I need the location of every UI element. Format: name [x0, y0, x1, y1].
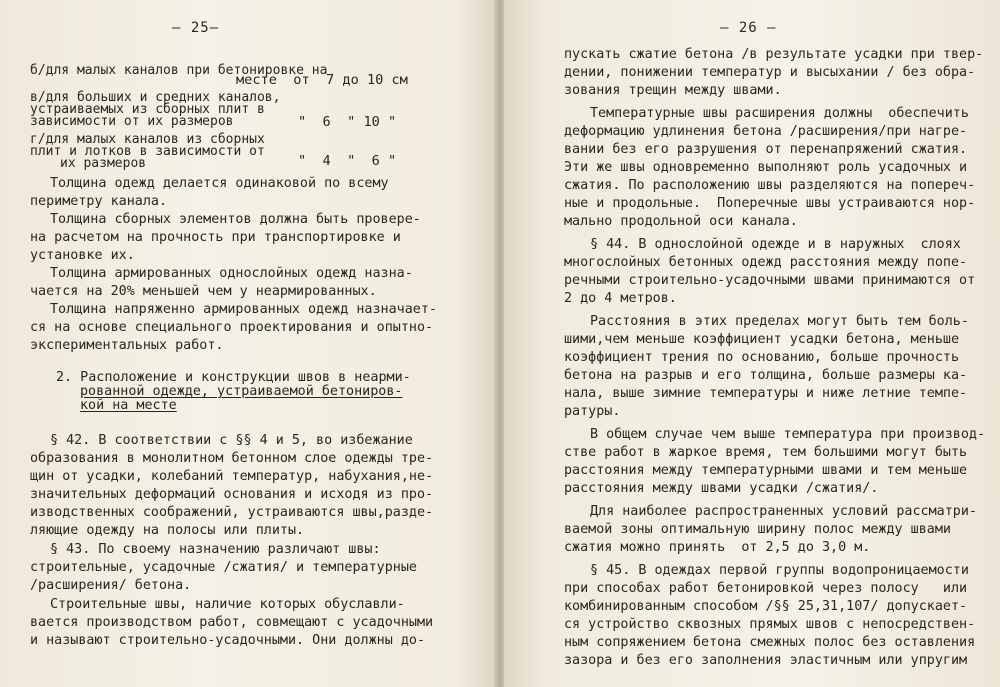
text-line: " 6 " 10 " [298, 114, 397, 130]
text-line: расстояния между швами усадки /сжатия/. [564, 481, 879, 496]
text-line: их размеров [60, 156, 147, 171]
text-line: ным сопряжением бетона смежных полос без оставления [564, 635, 976, 650]
text-line: § 44. В однослойной одежде и в наружных слоях [590, 237, 961, 252]
text-line: б/для малых каналов при бетонировке на [30, 63, 328, 78]
text-line: 2 до 4 метров. [564, 291, 677, 306]
text-line: шими,чем меньше коэффициент усадки бетона, меньше [564, 332, 960, 347]
text-line: пускать сжатие бетона /в результате усадки при твер- [564, 47, 984, 62]
section-heading: рованной одежде, устраиваемой бетониров- [80, 384, 403, 399]
text-line: деформацию удлинения бетона /расширения/при нагре- [564, 124, 968, 139]
text-line: " 4 " 6 " [298, 153, 397, 169]
text-line: Температурные швы расширения должны обеспечить [590, 106, 969, 121]
text-line: Толщина одежд делается одинаковой по всему [50, 176, 389, 191]
text-line: Строительные швы, наличие которых обуславли- [50, 597, 405, 612]
text-line: зависимости от их размеров [30, 114, 234, 129]
text-line: Толщина напряженно армированных одежд назначает- [50, 302, 437, 317]
text-line: сжатия. По расположению швы разделяются на попереч- [564, 178, 976, 193]
text-line: В общем случае чем выше температура при производ- [590, 427, 986, 442]
text-line: § 45. В одеждах первой группы водопроницаемости [590, 563, 969, 578]
section-heading: 2. Расположение и конструкции швов в неарми- [56, 370, 411, 385]
text-line: речными строительно-усадочными швами принимаются от [564, 273, 976, 288]
text-line: установке их. [30, 248, 135, 263]
text-line: в/для больших и средних каналов, [30, 90, 281, 105]
text-line: сжатия можно принять от 2,5 до 3,0 м. [564, 540, 871, 555]
text-line: Расстояния в этих пределах могут быть тем боль- [590, 314, 969, 329]
text-line: чается на 20% меньшей чем у неармированных. [30, 284, 377, 299]
text-line: Для наиболее распространенных условий рассматри- [590, 504, 977, 519]
text-line: щин от усадки, колебаний температур, набухания,не- [30, 469, 434, 484]
text-line: значительных деформаций основания и исходя из про- [30, 487, 434, 502]
text-line: ваемой зоны оптимальную ширину полос между швами [564, 522, 951, 537]
text-line: вается производством работ, совмещают с усадочными [30, 615, 434, 630]
text-line: комбинированным способом /§§ 25,31,107/ допускает- [564, 599, 968, 614]
text-line: зования трещин между швами. [564, 83, 782, 98]
text-line: ся устройство сквозных прямых швов с непосредствен- [564, 617, 976, 632]
text-line: и называют строительно-усадочными. Они должны до- [30, 633, 426, 648]
text-line: изводственных соображений, устраиваются швы,разде- [30, 505, 434, 520]
left-page [0, 0, 496, 687]
text-line: Эти же швы одновременно выполняют роль усадочных и [564, 160, 968, 175]
text-line: многослойных бетонных одежд расстояния между попе- [564, 255, 968, 270]
page-number: — 25— [172, 20, 220, 36]
text-line: на расчетом на прочность при транспортировке и [30, 230, 401, 245]
text-line: Толщина сборных элементов должна быть провере- [50, 212, 421, 227]
text-line: периметру канала. [30, 194, 168, 209]
text-line: образования в монолитном бетонном слое одежды тре- [30, 451, 434, 466]
text-line: нала, выше зимние температуры и ниже летние темпе- [564, 386, 968, 401]
text-line: ные и продольные. Поперечные швы устраиваются нор- [564, 196, 976, 211]
text-line: ратуры. [564, 404, 621, 419]
text-line: § 42. В соответствии с §§ 4 и 5, во избежание [50, 433, 413, 448]
text-line: дении, понижении температур и высыхании / без обра- [564, 65, 976, 80]
text-line: § 43. По своему назначению различают швы: [50, 542, 381, 557]
section-heading: кой на месте [80, 398, 177, 413]
text-line: стве работ в жаркое время, тем большими могут быть [564, 445, 968, 460]
text-line: устраиваемых из сборных плит в [30, 102, 265, 117]
text-line: вании без его разрушения от перенапряжений сжатия. [564, 142, 968, 157]
text-line: ляющие одежду на полосы или плиты. [30, 523, 305, 538]
text-line: экспериментальных работ. [30, 338, 224, 353]
right-page [504, 0, 1000, 687]
text-line: при способах работ бетонировкой через полосу или [564, 581, 968, 596]
text-line: /расширения/ бетона. [30, 578, 192, 593]
text-line: расстояния между температурными швами и тем меньше [564, 463, 968, 478]
text-line: ся на основе специального проектирования и опытно- [30, 320, 434, 335]
text-line: Толщина армированных однослойных одежд назна- [50, 266, 413, 281]
text-line: мально продольной оси канала. [564, 214, 798, 229]
text-line: коэффициент трения по основанию, больше прочность [564, 350, 960, 365]
text-line: строительные, усадочные /сжатия/ и температурные [30, 560, 417, 575]
page-number: — 26 — [720, 20, 777, 36]
text-line: месте от 7 до 10 см [236, 72, 408, 88]
text-line: зазора и без его заполнения эластичным или упругим [564, 653, 968, 668]
text-line: бетона на разрыв и его толщина, больше размеры ка- [564, 368, 968, 383]
text-line: г/для малых каналов из сборных [30, 132, 265, 147]
text-line: плит и лотков в зависимости от [30, 144, 265, 159]
